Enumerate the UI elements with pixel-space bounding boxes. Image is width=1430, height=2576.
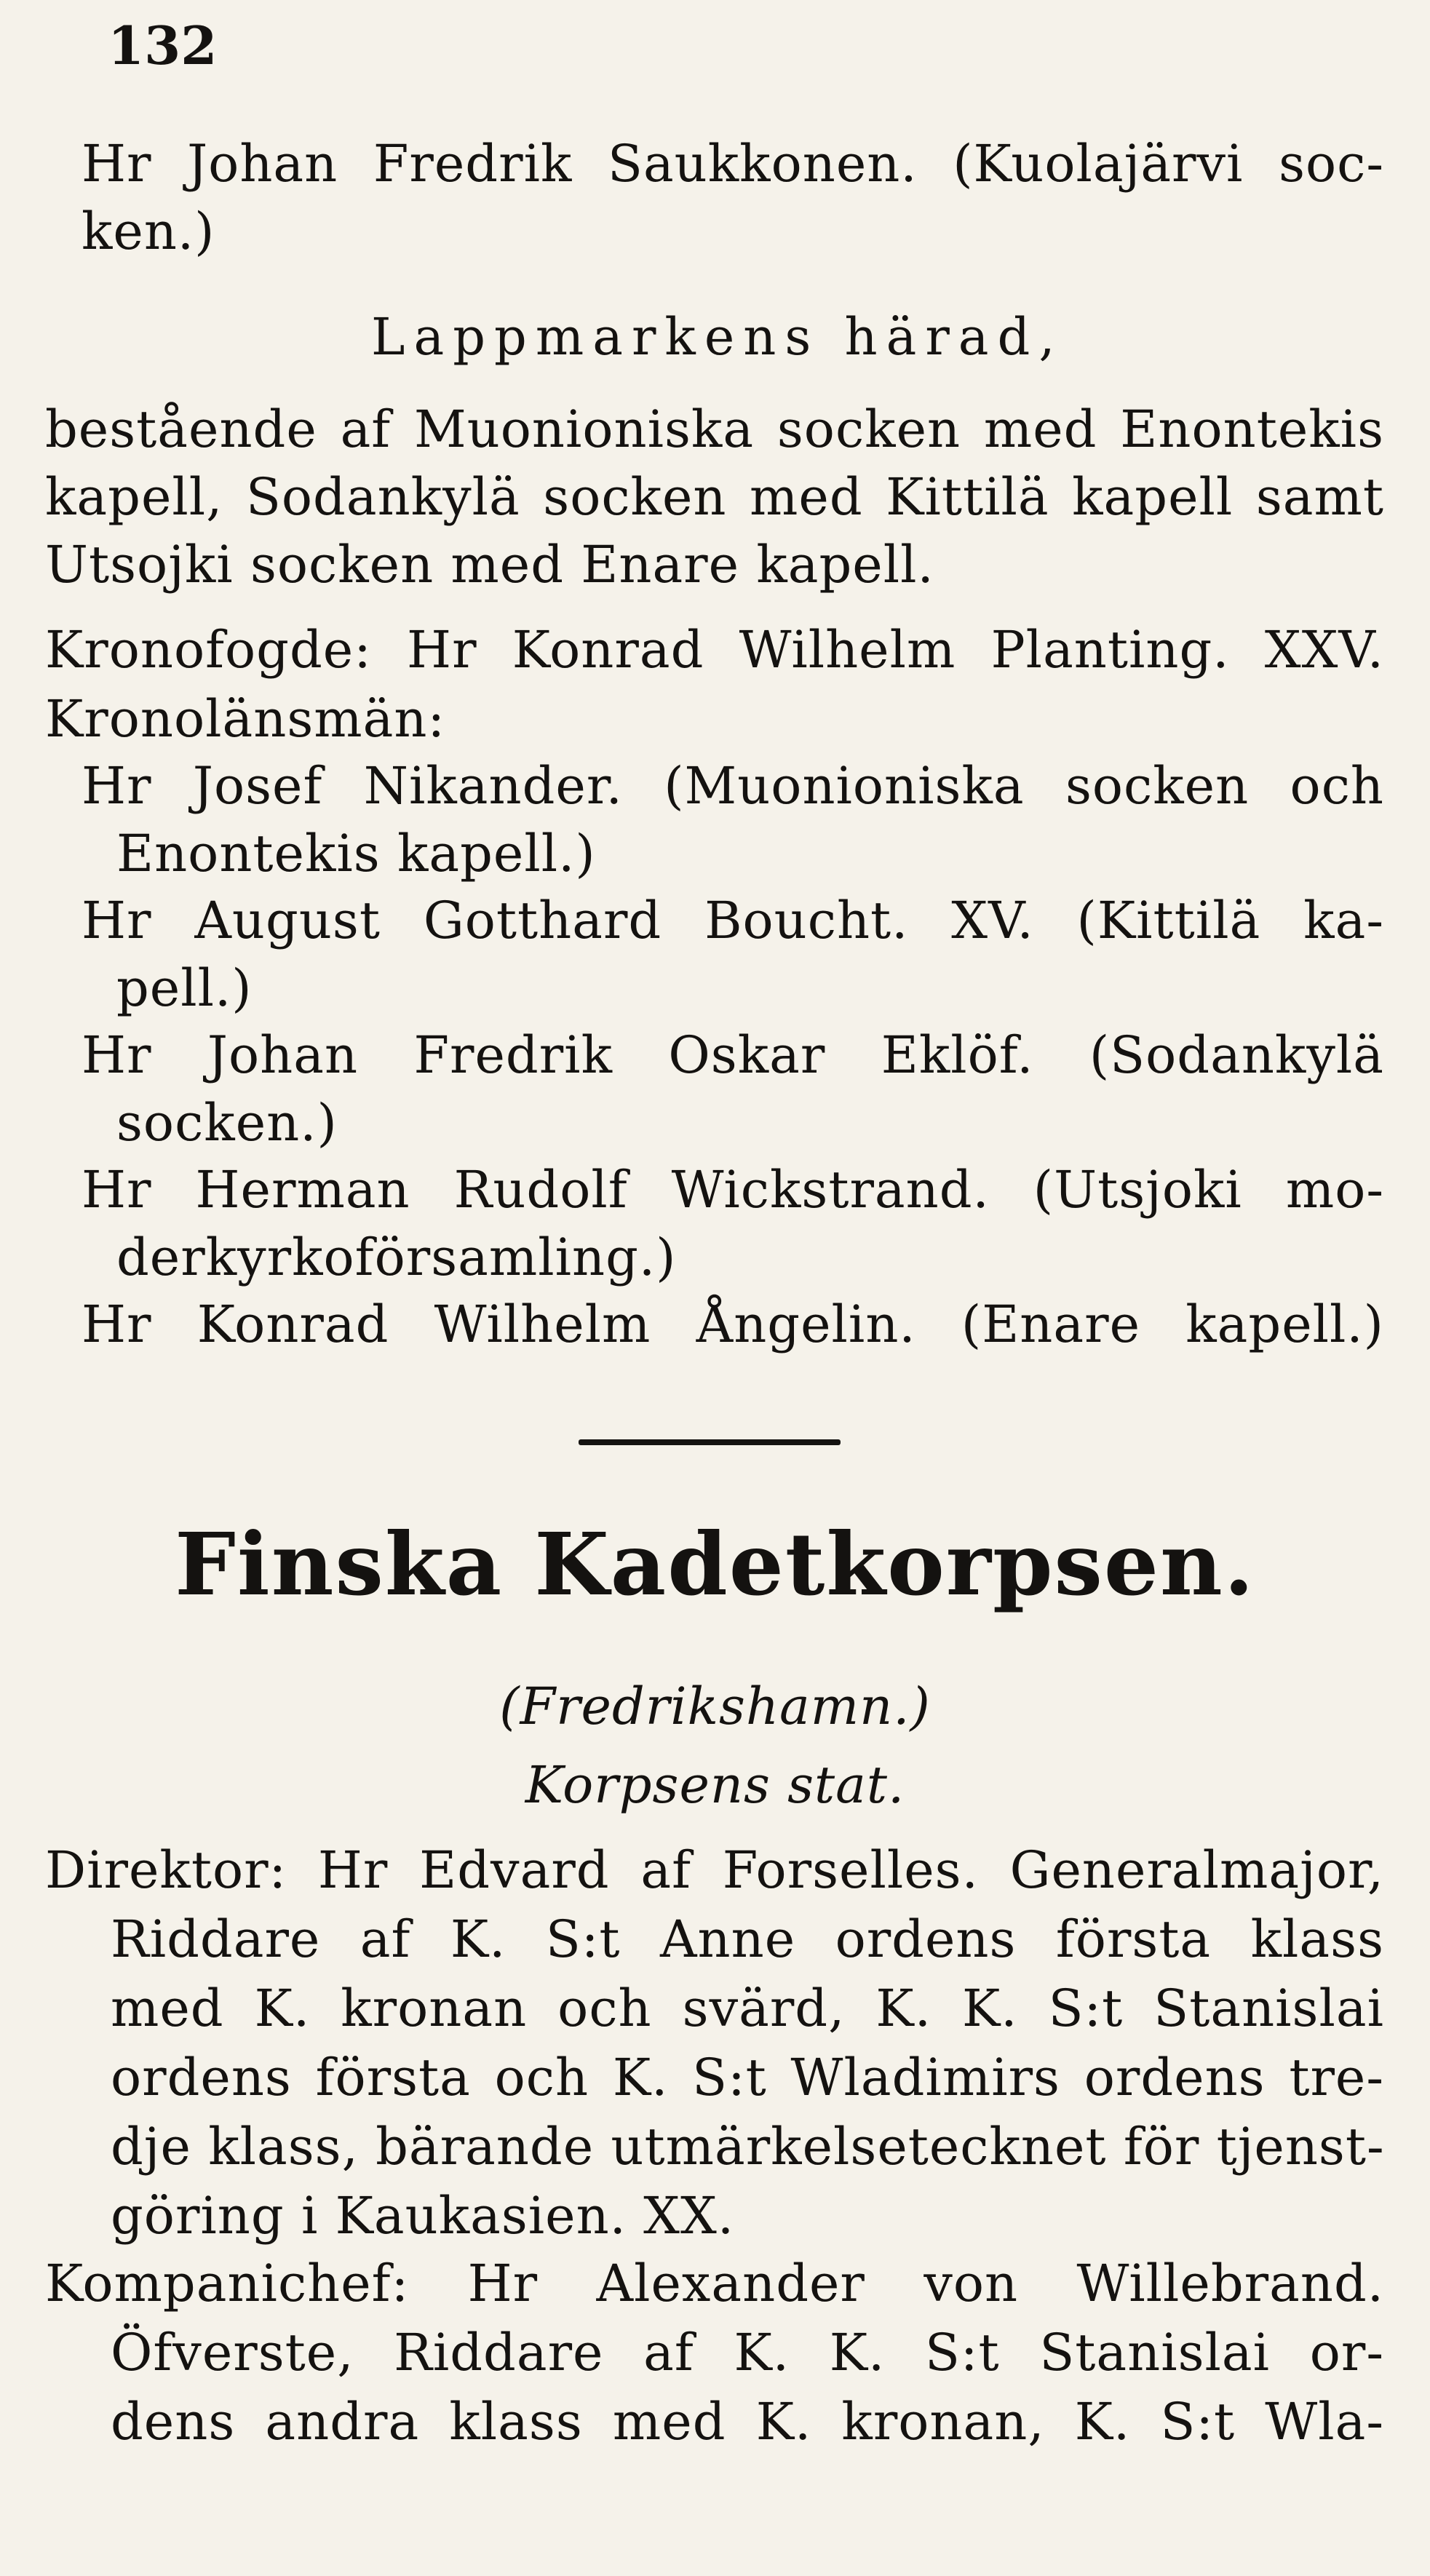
lansman-1-line-2: Enontekis kapell.) xyxy=(116,824,596,883)
intro-line-1: Hr Johan Fredrik Saukkonen. (Kuolajärvi soc- xyxy=(82,134,1384,194)
kompanichef-line-3: dens andra klass med K. kronan, K. S:t Wla- xyxy=(111,2392,1384,2452)
direktor-line-2: Riddare af K. S:t Anne ordens första klass xyxy=(111,1909,1384,1969)
lansman-4-line-1: Hr Herman Rudolf Wickstrand. (Utsjoki mo- xyxy=(82,1160,1384,1220)
section-divider xyxy=(579,1439,841,1445)
kompanichef-line-1: Kompanichef: Hr Alexander von Willebrand. xyxy=(45,2254,1384,2313)
kronolansman-label: Kronolänsmän: xyxy=(45,689,446,749)
lansman-3-line-1: Hr Johan Fredrik Oskar Eklöf. (Sodankylä xyxy=(82,1025,1384,1085)
direktor-line-6: göring i Kaukasien. XX. xyxy=(111,2186,735,2246)
lansman-5-line-1: Hr Konrad Wilhelm Ångelin. (Enare kapell.) xyxy=(82,1295,1384,1354)
direktor-line-3: med K. kronan och svärd, K. K. S:t Stanislai xyxy=(111,1979,1384,2038)
page-number: 132 xyxy=(108,15,218,76)
section-title-kadetkorpsen: Finska Kadetkorpsen. xyxy=(175,1514,1255,1615)
direktor-line-4: ordens första och K. S:t Wladimirs ordens tre- xyxy=(111,2048,1384,2107)
lappmark-desc-line-3: Utsojki socken med Enare kapell. xyxy=(45,535,934,595)
lansman-4-line-2: derkyrkoförsamling.) xyxy=(116,1228,677,1287)
direktor-line-5: dje klass, bärande utmärkelsetecknet för tjenst- xyxy=(111,2117,1385,2177)
lansman-1-line-1: Hr Josef Nikander. (Muonioniska socken och xyxy=(82,756,1384,816)
lappmark-desc-line-2: kapell, Sodankylä socken med Kittilä kapell samt xyxy=(45,467,1384,527)
direktor-line-1: Direktor: Hr Edvard af Forselles. Generalmajor, xyxy=(45,1840,1384,1900)
kompanichef-line-2: Öfverste, Riddare af K. K. S:t Stanislai or- xyxy=(111,2323,1384,2382)
kronofogde-line: Kronofogde: Hr Konrad Wilhelm Planting. XXV. xyxy=(45,620,1384,680)
lansman-2-line-2: pell.) xyxy=(116,958,253,1018)
kadet-location: (Fredrikshamn.) xyxy=(499,1677,931,1736)
section-heading-lappmark: Lappmarkens härad, xyxy=(371,307,1064,367)
lansman-2-line-1: Hr August Gotthard Boucht. XV. (Kittilä ka- xyxy=(82,891,1384,950)
lansman-3-line-2: socken.) xyxy=(116,1093,338,1153)
kadet-subheading: Korpsens stat. xyxy=(525,1755,905,1815)
lappmark-desc-line-1: bestående af Muonioniska socken med Enontekis xyxy=(45,399,1384,459)
intro-line-2: ken.) xyxy=(82,202,215,261)
